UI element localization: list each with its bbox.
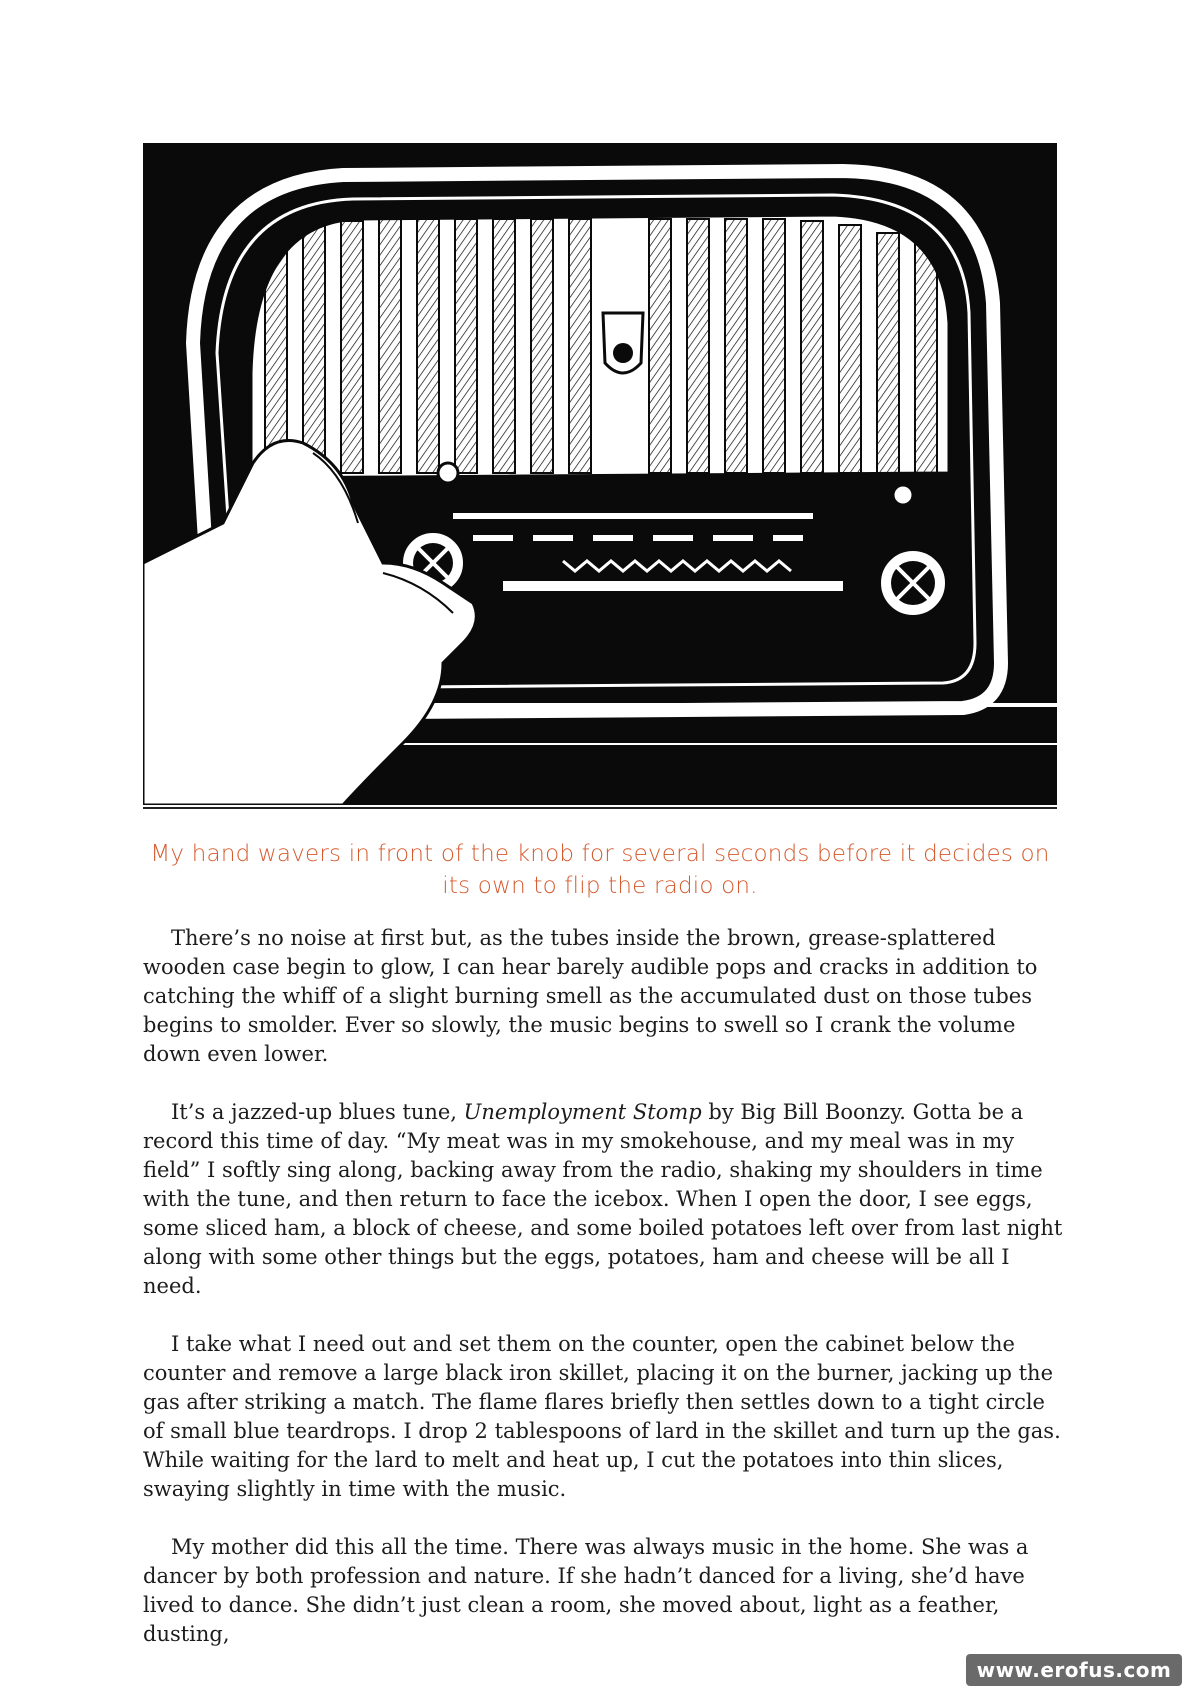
paragraph-2 bbox=[143, 1098, 1063, 1301]
song-title: Unemployment Stomp bbox=[463, 1100, 702, 1124]
right-knob bbox=[879, 549, 947, 617]
radio-drawing bbox=[143, 143, 1057, 805]
paragraph-2-pre: It’s a jazzed-up blues tune, bbox=[171, 1100, 464, 1124]
story-body bbox=[143, 924, 1063, 1678]
paragraph-2-post: by Big Bill Boonzy. Gotta be a record this time of day. “My meat was in my smokehouse, and my meal was in my field” I softly sing along, backing away from the radio, shaking my shoulders in time with the tune, and then return to face the icebox. When I open the door, I see eggs, some sliced ham, a block of cheese, and some boiled potatoes left over from last night along with some other things but the eggs, potatoes, ham and cheese will be all I need. bbox=[143, 1100, 1063, 1298]
emblem-badge bbox=[603, 313, 643, 373]
site-watermark: www.erofus.com bbox=[966, 1654, 1182, 1686]
caption-line-2: its own to flip the radio on. bbox=[442, 873, 758, 899]
caption-divider bbox=[143, 807, 1057, 809]
caption-line-1: My hand wavers in front of the knob for several seconds before it decides on bbox=[150, 841, 1050, 867]
illustration-caption bbox=[130, 838, 1070, 902]
paragraph-1: There’s no noise at first but, as the tubes inside the brown, grease-splattered wooden case begin to glow, I can hear barely audible pops and cracks in addition to catching the whiff of a slight burning smell as the accumulated dust on those tubes begins to smolder. Ever so slowly, the music begins to swell so I crank the volume down even lower. bbox=[143, 926, 1038, 1066]
radio-illustration bbox=[143, 143, 1057, 805]
paragraph-4: My mother did this all the time. There was always music in the home. She was a dancer by both profession and nature. If she hadn’t danced for a living, she’d have lived to dance. She didn’t just clean a room, she moved about, light as a feather, dusting, bbox=[143, 1535, 1029, 1646]
paragraph-3: I take what I need out and set them on the counter, open the cabinet below the counter and remove a large black iron skillet, placing it on the burner, jacking up the gas after striking a match. The flame flares briefly then settles down to a tight circle of small blue teardrops. I drop 2 tablespoons of lard in the skillet and turn up the gas. While waiting for the lard to melt and heat up, I cut the potatoes into thin slices, swaying slightly in time with the music. bbox=[143, 1332, 1061, 1501]
